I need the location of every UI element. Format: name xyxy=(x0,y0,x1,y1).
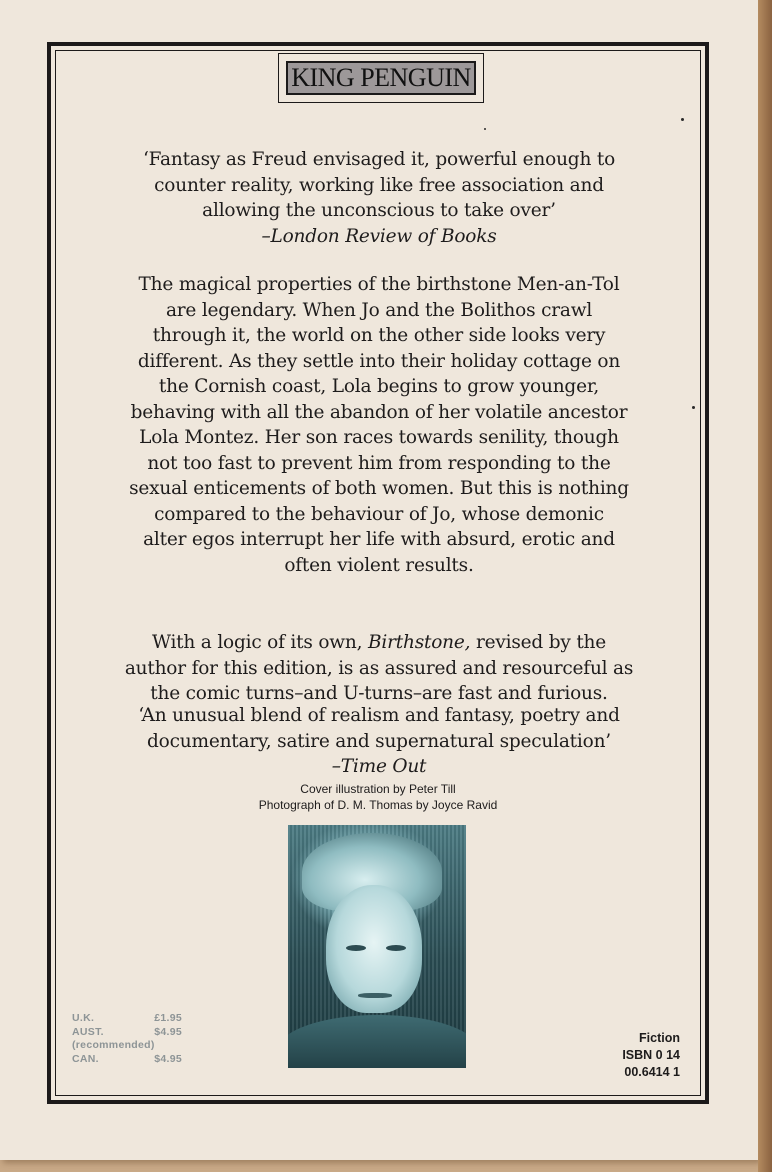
review-quote-lrb xyxy=(96,147,662,249)
photo-eye xyxy=(346,945,366,951)
blurb-line: behaving with all the abandon of her volatile ancestor xyxy=(130,401,628,423)
price-label: AUST. xyxy=(72,1025,104,1038)
print-speck xyxy=(681,118,684,121)
quote-line: counter reality, working like free association and xyxy=(154,174,604,196)
price-label: CAN. xyxy=(72,1052,99,1065)
isbn-block xyxy=(580,1030,680,1081)
author-photo xyxy=(288,825,466,1068)
cover-credit: Cover illustration by Peter Till xyxy=(300,782,456,796)
edition-line: the comic turns–and U-turns–are fast and furious. xyxy=(150,683,608,704)
quote-attribution: –Time Out xyxy=(331,756,427,777)
blurb-line: Lola Montez. Her son races towards senility, though xyxy=(139,427,619,448)
print-speck xyxy=(692,406,695,409)
blurb-line: often violent results. xyxy=(284,554,474,576)
photo-eye xyxy=(386,945,406,951)
book-blurb xyxy=(96,272,662,578)
quote-line: allowing the unconscious to take over’ xyxy=(202,200,556,221)
photo-credit: Photograph of D. M. Thomas by Joyce Ravid xyxy=(258,798,498,812)
price-row-aust xyxy=(72,1026,182,1040)
isbn-line: 00.6414 1 xyxy=(624,1065,680,1079)
publisher-logo xyxy=(278,53,484,103)
price-row-uk xyxy=(72,1012,182,1026)
price-value: $4.95 xyxy=(154,1025,182,1038)
edition-text: revised by the xyxy=(470,632,607,653)
logo-panel xyxy=(286,61,476,95)
blurb-line: different. As they settle into their holiday cottage on xyxy=(137,350,621,372)
quote-line: documentary, satire and supernatural speculation’ xyxy=(147,730,611,752)
price-value: £1.95 xyxy=(154,1012,182,1024)
quote-line: ‘Fantasy as Freud envisaged it, powerful enough to xyxy=(142,149,616,170)
print-speck xyxy=(484,128,486,130)
blurb-line: through it, the world on the other side looks very xyxy=(152,325,606,346)
blurb-line: The magical properties of the birthstone Men-an-Tol xyxy=(138,274,620,295)
blurb-line: the Cornish coast, Lola begins to grow younger, xyxy=(158,376,600,397)
blurb-line: sexual enticements of both women. But this is nothing xyxy=(129,478,629,499)
quote-attribution: –London Review of Books xyxy=(261,225,497,247)
logo-text: KING PENGUIN xyxy=(291,63,471,92)
price-label: U.K. xyxy=(72,1012,95,1024)
book-spine-edge xyxy=(758,0,772,1172)
photo-shoulders xyxy=(288,1015,466,1068)
price-value: $4.95 xyxy=(154,1052,182,1065)
edition-text: With a logic of its own, xyxy=(151,632,369,653)
photo-mouth xyxy=(358,993,392,998)
review-quote-time-out xyxy=(96,703,662,780)
blurb-line: alter egos interrupt her life with absurd, erotic and xyxy=(143,529,615,550)
image-credits xyxy=(200,781,556,813)
price-row-can xyxy=(72,1053,182,1067)
blurb-line: not too fast to prevent him from responding to the xyxy=(147,452,611,474)
edition-note xyxy=(96,630,662,707)
isbn-line: ISBN 0 14 xyxy=(622,1048,680,1062)
price-list xyxy=(72,1012,182,1066)
genre-label: Fiction xyxy=(639,1031,680,1045)
blurb-line: compared to the behaviour of Jo, whose demonic xyxy=(154,503,604,525)
price-note: (recommended) xyxy=(72,1039,155,1051)
quote-line: ‘An unusual blend of realism and fantasy, poetry and xyxy=(138,705,620,726)
blurb-line: are legendary. When Jo and the Bolithos crawl xyxy=(165,299,593,321)
book-title: Birthstone, xyxy=(368,632,471,653)
edition-line: author for this edition, is as assured and resourceful as xyxy=(124,657,634,679)
